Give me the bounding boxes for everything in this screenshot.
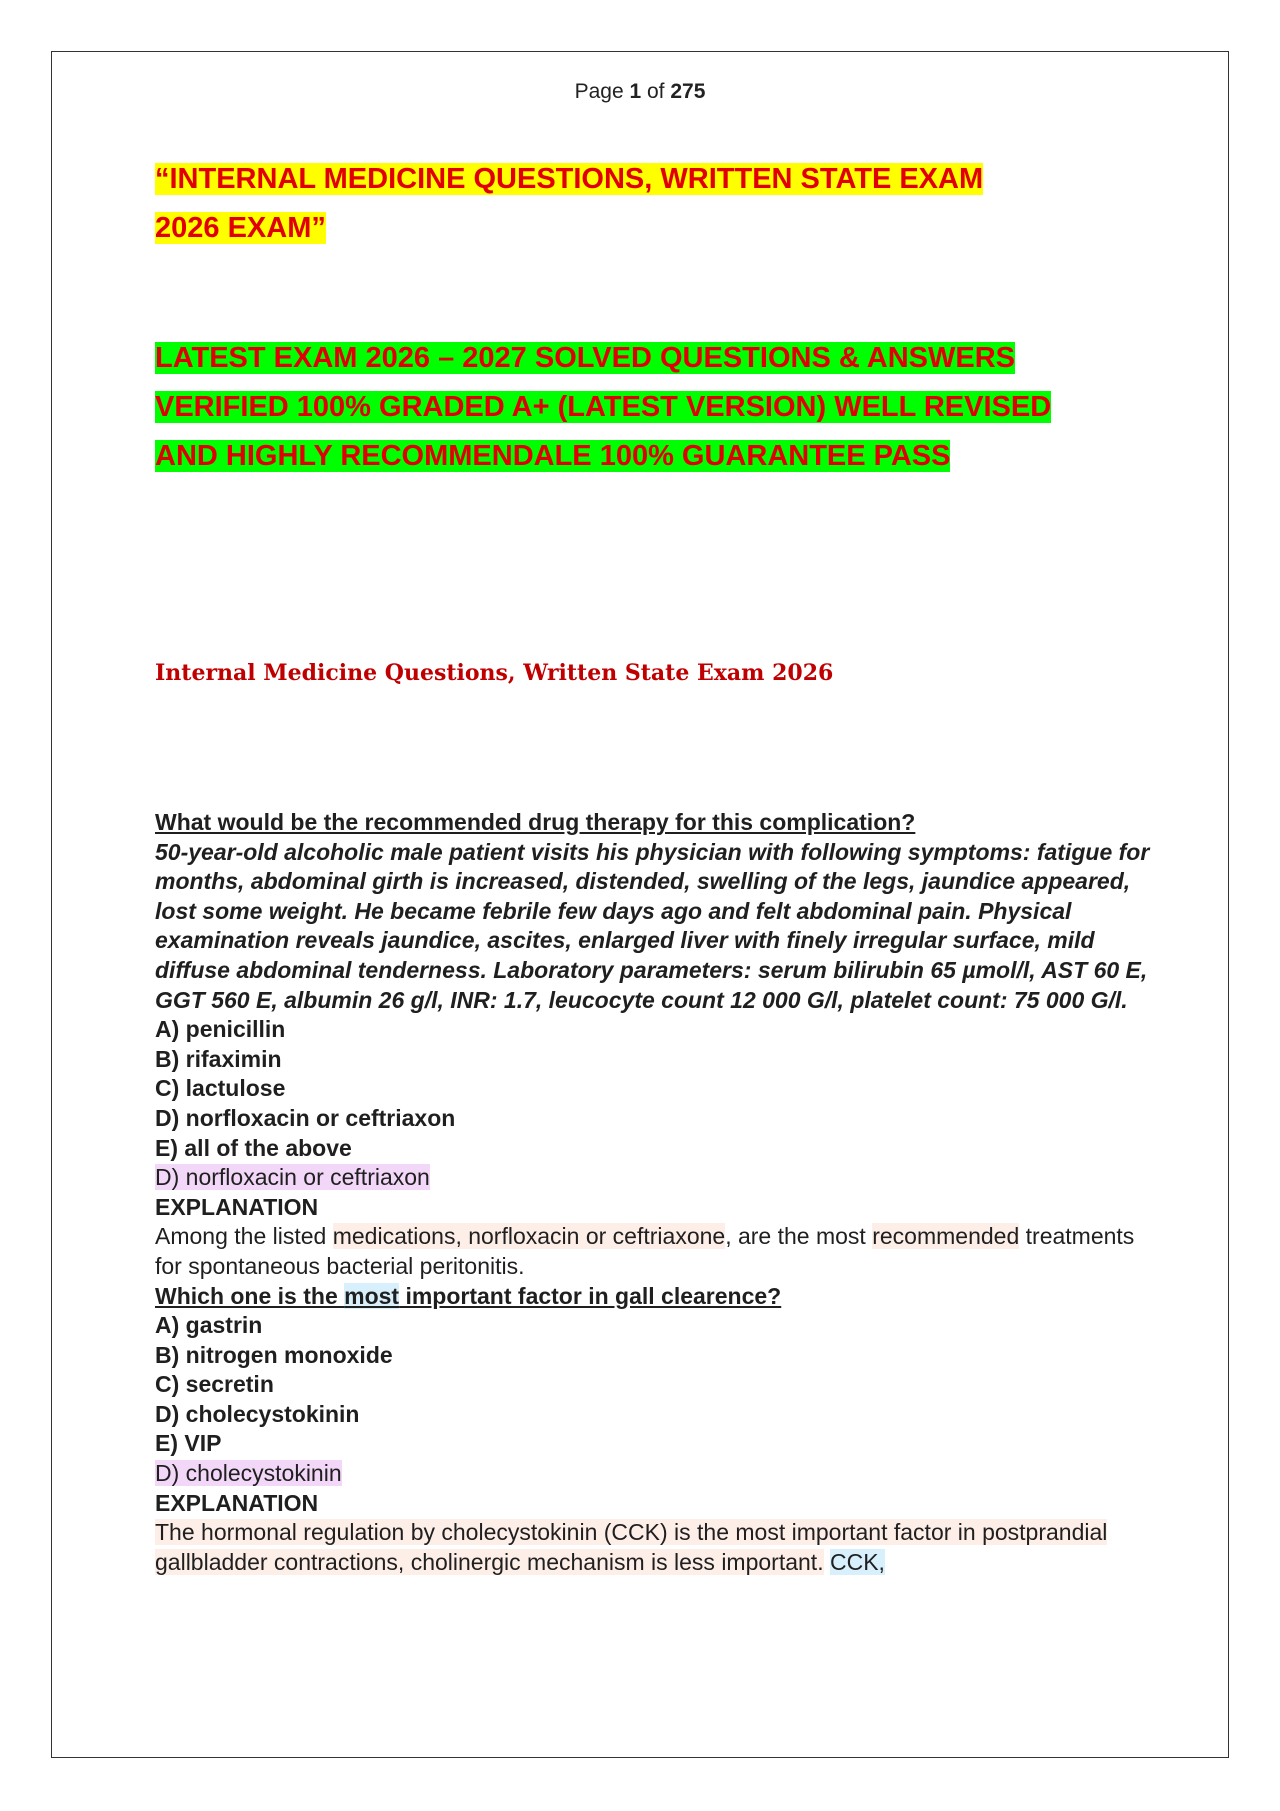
banner-line-2: VERIFIED 100% GRADED A+ (LATEST VERSION) WELL REVISED: [155, 391, 1052, 423]
option-b: B) rifaximin: [155, 1045, 282, 1072]
answer-text: D) cholecystokinin: [155, 1460, 342, 1487]
banner-line-3: AND HIGHLY RECOMMENDALE 100% GUARANTEE PASS: [155, 440, 951, 472]
promo-banner: [155, 334, 1155, 481]
option-a: A) gastrin: [155, 1312, 263, 1339]
explanation-highlight: recommended: [872, 1223, 1020, 1250]
question-heading: What would be the recommended drug therapy for this complication?: [155, 809, 916, 835]
question-highlight: most: [344, 1282, 400, 1309]
correct-answer: [155, 1163, 1165, 1193]
page-number: [0, 80, 1280, 104]
page-label: Page: [574, 80, 624, 103]
explanation-text-2: [155, 1518, 1165, 1577]
explanation-highlight: medications, norfloxacin or ceftriaxone: [332, 1223, 726, 1250]
title-line-2: 2026 EXAM”: [155, 212, 326, 244]
option-e: E) VIP: [155, 1430, 222, 1457]
document-subtitle: Internal Medicine Questions, Written State Exam 2026: [155, 660, 834, 686]
option-a: A) penicillin: [155, 1016, 286, 1043]
question-heading-2: [155, 1282, 1165, 1312]
question-part: Which one is the: [155, 1282, 345, 1309]
correct-answer-2: [155, 1459, 1165, 1489]
option-d: D) norfloxacin or ceftriaxon: [155, 1104, 456, 1131]
answer-text: D) norfloxacin or ceftriaxon: [155, 1164, 430, 1191]
option-e: E) all of the above: [155, 1134, 352, 1161]
question-part: important factor in gall clearence?: [399, 1282, 782, 1309]
option-c: C) lactulose: [155, 1075, 286, 1102]
explanation-part: Among the listed: [155, 1223, 333, 1250]
explanation-highlight: The hormonal regulation by cholecystokinin (CCK) is the most important factor in postprandial gallbladder contractions, cholinergic mechanism is less important.: [155, 1519, 1108, 1575]
explanation-part: treatments for spontaneous bacterial peritonitis.: [155, 1223, 1135, 1279]
banner-line-1: LATEST EXAM 2026 – 2027 SOLVED QUESTIONS & ANSWERS: [155, 342, 1016, 374]
option-b: B) nitrogen monoxide: [155, 1341, 393, 1368]
question-case: 50-year-old alcoholic male patient visits his physician with following symptoms: fatigue for months, abdominal girth is increased, distended, swelling of the legs, jaundice appeared, lost some weight. He became febrile few days ago and felt abdominal pain. Physical examination reveals jaundice, ascites, enlarged liver with finely irregular surface, mild diffuse abdominal tenderness. Laboratory parameters: serum bilirubin 65 µmol/l, AST 60 E, GGT 560 E, albumin 26 g/l, INR: 1.7, leucocyte count 12 000 G/l, platelet count: 75 000 G/l.: [155, 838, 1150, 1013]
explanation-highlight: CCK,: [829, 1548, 885, 1575]
option-c: C) secretin: [155, 1371, 274, 1398]
document-title: [155, 155, 1155, 253]
explanation-part: , are the most: [725, 1223, 873, 1250]
page-total: 275: [670, 80, 706, 103]
page-of: of: [647, 80, 665, 103]
explanation-heading: EXPLANATION: [155, 1193, 319, 1220]
explanation-text: [155, 1222, 1165, 1281]
title-line-1: “INTERNAL MEDICINE QUESTIONS, WRITTEN STATE EXAM: [155, 163, 984, 195]
question-block-1: [155, 808, 1165, 1577]
option-d: D) cholecystokinin: [155, 1400, 360, 1427]
explanation-heading-2: EXPLANATION: [155, 1489, 319, 1516]
page-current: 1: [629, 80, 642, 103]
